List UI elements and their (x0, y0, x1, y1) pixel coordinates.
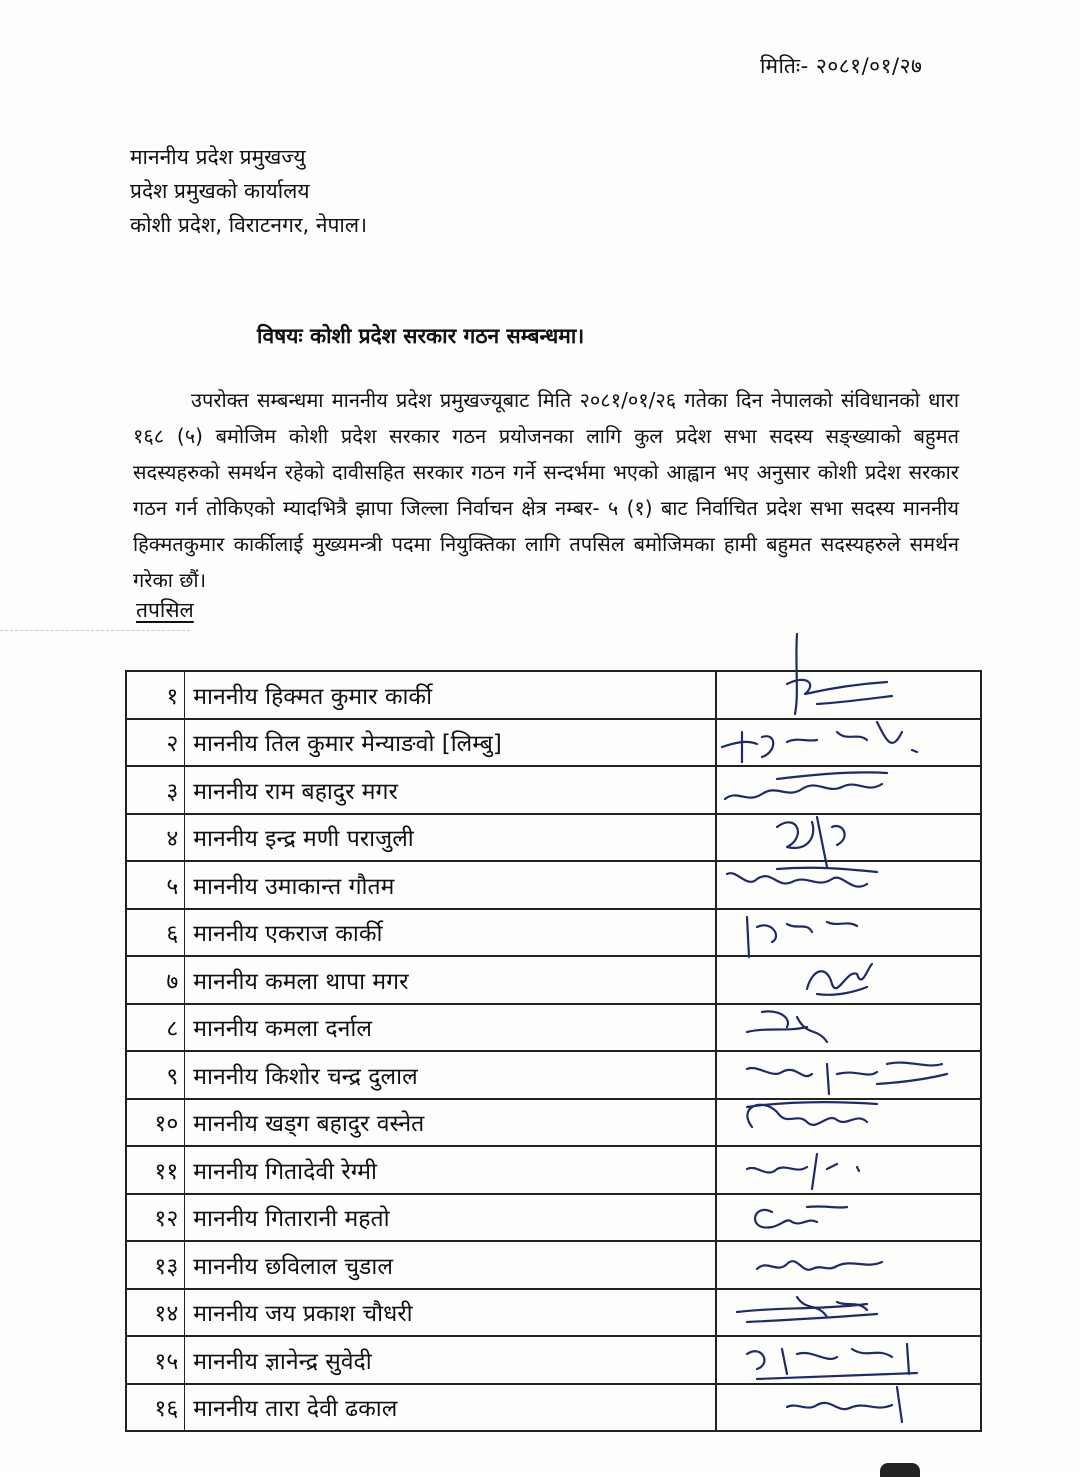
addressee-line-2: प्रदेश प्रमुखको कार्यालय (130, 179, 310, 203)
member-name: माननीय ज्ञानेन्द्र सुवेदी (185, 1336, 716, 1384)
member-name: माननीय तिल कुमार मेन्याङवो [लिम्बु] (185, 719, 716, 767)
row-number: १५ (126, 1336, 185, 1384)
row-number: १ (126, 671, 185, 719)
corner-mark (880, 1463, 920, 1477)
row-number: ९ (126, 1051, 185, 1099)
member-name: माननीय छविलाल चुडाल (185, 1241, 716, 1289)
member-name: माननीय किशोर चन्द्र दुलाल (185, 1051, 716, 1099)
row-number: १६ (126, 1384, 185, 1432)
date-line: मितिः- २०८१/०१/२७ (760, 54, 923, 78)
members-table (125, 670, 982, 1432)
signature-mark (717, 1377, 987, 1439)
faint-rule (0, 630, 190, 631)
member-name: माननीय हिक्मत कुमार कार्की (185, 671, 716, 719)
tapasil-heading: तपसिल (136, 598, 194, 622)
member-name: माननीय जय प्रकाश चौधरी (185, 1289, 716, 1337)
member-name: माननीय राम बहादुर मगर (185, 766, 716, 814)
row-number: ४ (126, 814, 185, 862)
member-name: माननीय खड्ग बहादुर वस्नेत (185, 1099, 716, 1147)
row-number: ७ (126, 956, 185, 1004)
row-number: १२ (126, 1194, 185, 1242)
member-name: माननीय एकराज कार्की (185, 909, 716, 957)
row-number: १४ (126, 1289, 185, 1337)
table-row (126, 1384, 981, 1432)
row-number: ८ (126, 1004, 185, 1052)
addressee-block (130, 140, 367, 242)
row-number: ५ (126, 861, 185, 909)
row-number: ११ (126, 1146, 185, 1194)
member-name: माननीय कमला दर्नाल (185, 1004, 716, 1052)
row-number: ३ (126, 766, 185, 814)
addressee-line-3: कोशी प्रदेश, विराटनगर, नेपाल। (130, 213, 368, 237)
member-name: माननीय उमाकान्त गौतम (185, 861, 716, 909)
member-name: माननीय इन्द्र मणी पराजुली (185, 814, 716, 862)
addressee-line-1: माननीय प्रदेश प्रमुखज्यु (130, 145, 306, 169)
member-name: माननीय गितारानी महतो (185, 1194, 716, 1242)
row-number: ६ (126, 909, 185, 957)
signature-cell (716, 1384, 981, 1432)
row-number: १३ (126, 1241, 185, 1289)
body-paragraph: उपरोक्त सम्बन्धमा माननीय प्रदेश प्रमुखज्यूबाट मिति २०८१/०१/२६ गतेका दिन नेपालको संविधानको धारा १६८ (५) बमोजिम कोशी प्रदेश सरकार गठन प्रयोजनका लागि कुल प्रदेश सभा सदस्य सङ्ख्याको बहुमत सदस्यहरुको समर्थन रहेको दावीसहित सरकार गठन गर्ने सन्दर्भमा भएको आह्वान भए अनुसार कोशी प्रदेश सरकार गठन गर्न तोकिएको म्यादभित्रै झापा जिल्ला निर्वाचन क्षेत्र नम्बर- ५ (१) बाट निर्वाचित प्रदेश सभा सदस्य माननीय हिक्मतकुमार कार्कीलाई मुख्यमन्त्री पदमा नियुक्तिका लागि तपसिल बमोजिमका हामी बहुमत सदस्यहरुले समर्थन गरेका छौं। (133, 388, 959, 592)
member-name: माननीय कमला थापा मगर (185, 956, 716, 1004)
subject-line: विषयः कोशी प्रदेश सरकार गठन सम्बन्धमा। (257, 324, 585, 348)
member-name: माननीय तारा देवी ढकाल (185, 1384, 716, 1432)
row-number: १० (126, 1099, 185, 1147)
member-name: माननीय गितादेवी रेग्मी (185, 1146, 716, 1194)
row-number: २ (126, 719, 185, 767)
